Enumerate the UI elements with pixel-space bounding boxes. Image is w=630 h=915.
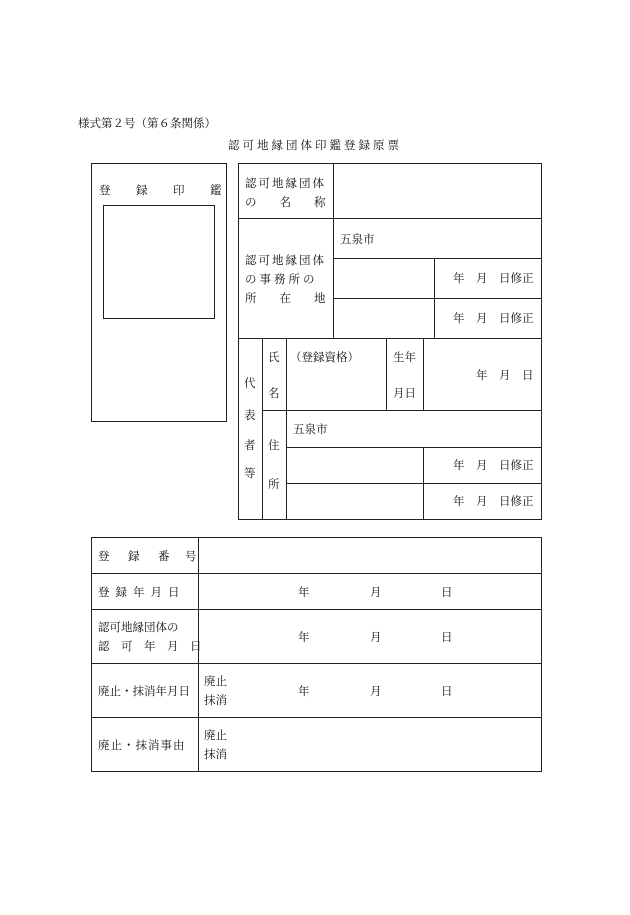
auth-date-day[interactable]: 日: [441, 630, 453, 644]
reg-number-label-3: 番: [158, 549, 170, 563]
seal-label-2: 録: [136, 183, 148, 197]
abolish-reason-field[interactable]: [240, 718, 541, 771]
auth-date-month[interactable]: 月: [370, 630, 382, 644]
birth-label-2: 月日: [393, 386, 416, 400]
rep-label-4: 等: [244, 466, 256, 480]
abolish-reason-tag-2: 抹消: [204, 747, 227, 761]
seal-stamp-area[interactable]: [103, 205, 215, 319]
seal-label-3: 印: [173, 183, 185, 197]
page-title: 認可地縁団体印鑑登録原票: [228, 138, 402, 152]
address-revision-date-1: 年 月 日修正: [453, 458, 534, 472]
rep-label-2: 表: [244, 408, 256, 422]
reg-date-year[interactable]: 年: [298, 585, 310, 599]
rep-name-label-1: 氏: [268, 350, 280, 364]
address-city[interactable]: 五泉市: [293, 422, 328, 436]
birth-label-1: 生年: [393, 350, 416, 364]
form-label: 様式第２号（第６条関係）: [78, 116, 216, 130]
birth-date[interactable]: 年 月 日: [476, 368, 534, 382]
auth-date-year[interactable]: 年: [298, 630, 310, 644]
abolish-date-tag-1: 廃止: [204, 674, 227, 688]
address-revision-field-1[interactable]: [287, 448, 423, 483]
office-address-revision-1[interactable]: [334, 259, 434, 298]
reg-number-label-4: 号: [185, 549, 197, 563]
name-value-field[interactable]: [334, 164, 541, 218]
reg-qualification: （登録資格）: [290, 350, 359, 364]
reg-number-label-2: 録: [128, 549, 140, 563]
office-revision-date-1: 年 月 日修正: [453, 271, 534, 285]
office-revision-date-2: 年 月 日修正: [453, 311, 534, 325]
abolish-date-tag-2: 抹消: [204, 693, 227, 707]
reg-date-month[interactable]: 月: [370, 585, 382, 599]
office-label-line2: の事務所の: [245, 272, 318, 286]
rep-name-field[interactable]: [287, 368, 386, 410]
name-label-line2: の 名 称: [245, 195, 326, 209]
address-label-2: 所: [268, 477, 280, 491]
office-label-line1: 認可地縁団体: [245, 253, 326, 267]
rep-name-label-2: 名: [268, 386, 280, 400]
abolish-reason-tag-1: 廃止: [204, 728, 227, 742]
reg-number-label-1: 登: [98, 549, 110, 563]
seal-label-1: 登: [99, 183, 111, 197]
abolish-reason-label: 廃止・抹消事由: [98, 738, 186, 752]
auth-date-label-1: 認可地縁団体の: [98, 620, 179, 634]
office-address-revision-2[interactable]: [334, 299, 434, 338]
abolish-date-year[interactable]: 年: [298, 684, 310, 698]
abolish-date-label: 廃止・抹消年月日: [98, 684, 190, 698]
rep-label-3: 者: [244, 438, 256, 452]
rep-label-1: 代: [244, 376, 256, 390]
office-label-line3: 所 在 地: [245, 291, 326, 305]
abolish-date-month[interactable]: 月: [370, 684, 382, 698]
address-revision-date-2: 年 月 日修正: [453, 494, 534, 508]
address-label-1: 住: [268, 438, 280, 452]
abolish-date-day[interactable]: 日: [441, 684, 453, 698]
address-revision-field-2[interactable]: [287, 484, 423, 519]
reg-date-label: 登録年月日: [98, 585, 186, 599]
reg-number-field[interactable]: [199, 538, 541, 573]
auth-date-label-2: 認 可 年 月 日: [98, 639, 202, 653]
seal-label-4: 鑑: [210, 183, 222, 197]
reg-date-day[interactable]: 日: [441, 585, 453, 599]
office-city[interactable]: 五泉市: [340, 232, 375, 246]
name-label-line1: 認可地縁団体: [245, 176, 326, 190]
